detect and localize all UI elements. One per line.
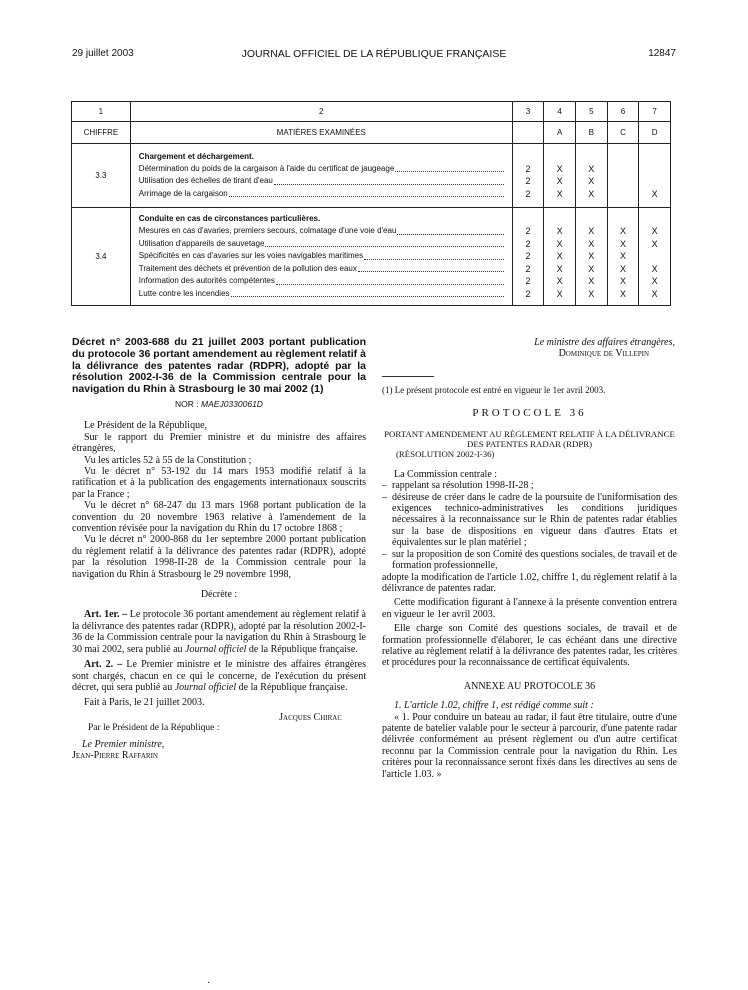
article-1: Art. 1er. – Le protocole 36 portant amendement au règlement relatif à la délivrance des patentes radar (RDPR), adopté par la résolution 2002-I-36 de la Commission centrale pour la navigation du Rhin à Strasbourg le 30 mai 2002, sera publié au Journal officiel de la République française. [72,609,366,655]
col-number: 1 [72,102,131,122]
col-header: MATIÈRES EXAMINÉES [130,122,512,144]
annexe-text: « 1. Pour conduire un bateau au radar, il faut être titulaire, outre d'une patente de batelier valable pour le secteur à parcourir, d'une patente radar délivrée conformément au présent règlement ou d'un autre certificat reconnu par la Commission centrale pour la navigation du Rhin. Les critères pour la reconnaissance seront fixés dans les directives au sens de l'article 1.03. » [382,711,677,780]
subject-line: Utilisation d'appareils de sauvetage [139,238,504,251]
table-group-row [72,208,671,306]
article-2: Art. 2. – Le Premier ministre et le ministre des affaires étrangères sont chargés, chacun en ce qui le concerne, de l'exécution du présent décret, qui sera publié au Journal officiel de la République française. [72,659,366,693]
col-number: 4 [544,102,576,122]
mark-column: X X X X X X [575,208,607,306]
col-number: 3 [512,102,544,122]
subject-line: Détermination du poids de la cargaison à l'aide du certificat de jaugeage [139,163,504,176]
list-item: – rappelant sa résolution 1998-II-28 ; [392,480,677,491]
col-header: A [544,122,576,144]
nor-reference: NOR : MAEJ0330061D [175,398,263,409]
ministre-name: Dominique de Villepin [558,348,649,360]
protocol-title: PROTOCOLE 36 [472,407,587,420]
signature-president: Jacques Chirac [279,711,342,723]
premier-ministre-title: Le Premier ministre, [82,738,165,750]
table-group-row [72,144,671,208]
col-number: 5 [575,102,607,122]
header-journal-title: JOURNAL OFFICIEL DE LA RÉPUBLIQUE FRANÇAISE [241,48,507,60]
mark-column [607,144,639,208]
adopte-paragraph: adopte la modification de l'article 1.02, chiffre 1, du règlement relatif à la délivrance de patentes radar. [382,571,677,594]
premier-ministre-name: Jean-Pierre Raffarin [72,749,158,761]
footnote-rule [382,376,434,381]
paragraph: Cette modification figurant à l'annexe à la présente convention entrera en vigueur le 1er avril 2003. [382,597,677,620]
col-header: C [607,122,639,144]
col-number: 2 [130,102,512,122]
mark-column: X X X [575,144,607,208]
header-date: 29 juillet 2003 [72,48,134,59]
right-column [382,337,677,780]
fait-line: Fait à Paris, le 21 juillet 2003. [84,697,205,709]
list-item: – désireuse de créer dans le cadre de la poursuite de l'uniformisation des exigences technico-administratives les conditions juridiques nécessaires à la reconnaissance sur le Rhin de patentes radar établies sur la base de dispositions en vigueur dans d'autres Etats et équivalentes sur le plan matériel ; [392,492,677,549]
group-title: Chargement et déchargement. [138,151,254,161]
col-number: 7 [639,102,671,122]
table-column-numbers [72,102,671,122]
col-header [512,122,544,144]
mark-column: X X X X X [639,208,671,306]
col-header: CHIFFRE [72,122,131,144]
page-mark: · [207,978,211,989]
group-subjects [130,144,512,208]
mark-column: X X X X X X [607,208,639,306]
header-page-number: 12847 [648,48,676,59]
considerations-list [382,480,677,571]
group-subjects [130,208,512,306]
footnote: (1) Le présent protocole est entré en vigueur le 1er avril 2003. [382,384,606,395]
col-header: D [639,122,671,144]
subject-line: Utilisation des échelles de tirant d'eau [139,175,504,188]
decrete-heading: Décrète : [200,589,238,601]
subject-line: Spécificités en cas d'avaries sur les voies navigables maritimes [139,250,504,263]
examination-table [71,101,671,306]
president-line: Le Président de la République, [84,420,208,432]
protocol-subtitle: PORTANT AMENDEMENT AU RÈGLEMENT RELATIF À LA DÉLIVRANCE DES PATENTES RADAR (RDPR) [384,428,675,450]
group-chiffre: 3.4 [72,208,131,306]
left-column [72,337,366,761]
paragraph: Vu le décret n° 53-192 du 14 mars 1953 modifié relatif à la ratification et à la publication des engagements internationaux souscrits par la France ; [72,466,366,500]
mark-column: X X X [544,144,576,208]
subject-line: Lutte contre les incendies [139,288,504,301]
group-title: Conduite en cas de circonstances particulières. [138,214,321,223]
subject-line: Arrimage de la cargaison [139,188,504,201]
paragraph: Vu les articles 52 à 55 de la Constitution ; [84,454,252,466]
paragraph: Elle charge son Comité des questions sociales, de travail et de formation professionnelle d'élaborer, le cas échéant dans une directive relative au règlement relatif à la délivrance des patentes radar, les critères et procédures pour la reconnaissance de certificat équivalents. [382,623,677,669]
ministre-title: Le ministre des affaires étrangères, [534,337,675,348]
mark-column: 2 2 2 2 2 2 [512,208,544,306]
col-number: 6 [607,102,639,122]
table-column-headers [72,122,671,144]
paragraph: Sur le rapport du Premier ministre et du ministre des affaires étrangères, [72,431,366,455]
subject-line: Traitement des déchets et prévention de la pollution des eaux [139,263,504,276]
col-header: B [575,122,607,144]
subject-line: Information des autorités compétentes [139,275,504,288]
protocol-resolution: (RÉSOLUTION 2002-I-36) [396,449,495,460]
page-header [72,48,676,62]
subject-line: Mesures en cas d'avaries, premiers secours, colmatage d'une voie d'eau [139,225,504,238]
group-chiffre: 3.3 [72,144,131,208]
annexe-title: ANNEXE AU PROTOCOLE 36 [463,680,596,692]
mark-column: X X X X X X [544,208,576,306]
paragraph: Vu le décret n° 68-247 du 13 mars 1968 portant publication de la convention du 20 novembre 1963 relative à l'amendement de la convention révisée pour la navigation du Rhin du 17 octobre 1868 ; [72,500,366,535]
mark-column: 2 2 2 [512,144,544,208]
commission-line: La Commission centrale : [394,468,498,480]
paragraph: Vu le décret n° 2000-868 du 1er septembre 2000 portant publication du règlement relatif à la délivrance des patentes radar (RDPR), adopté par la résolution 1998-II-28 de la Commission centrale pour la navigation du Rhin à Strasbourg le 29 novembre 1998, [72,534,366,580]
list-item: – sur la proposition de son Comité des questions sociales, de travail et de formation professionnelle, [392,549,677,572]
par-le-president: Par le Président de la République : [88,723,220,734]
decree-title: Décret n° 2003-688 du 21 juillet 2003 portant publication du protocole 36 portant amendement au règlement relatif à la délivrance des patentes radar (RDPR), adopté par la résolution 2002-I-36 de la Commission centrale pour la navigation du Rhin à Strasbourg le 30 mai 2002 (1) [72,336,366,396]
annexe-article: 1. L'article 1.02, chiffre 1, est rédigé comme suit : [394,700,594,712]
mark-column: X [639,144,671,208]
